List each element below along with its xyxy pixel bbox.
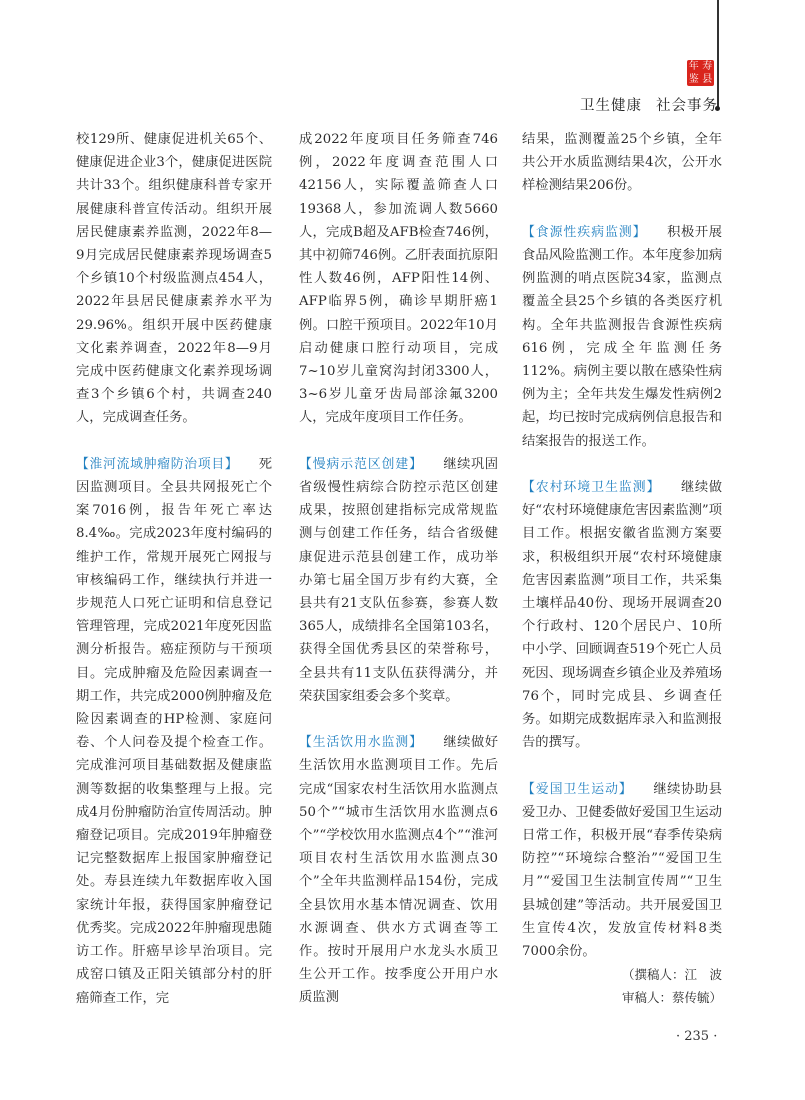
running-header-left: 卫生健康	[580, 98, 642, 114]
seal-char: 年	[688, 61, 699, 72]
section-body: 继续做好生活饮用水监测项目工作。先后完成“国家农村生活饮用水监测点50个”“城市生活饮用水监测点6个”“学校饮用水监测点4个”“淮河项目农村生活饮用水监测点30个”全年共监测样品154份，完成全县饮用水基本情况调查、饮用水源调查、供水方式调查等工作。按时开展用户水龙头水质卫生公开工作。按季度公开用户水质监测	[299, 735, 499, 1006]
header-rule	[717, 0, 719, 109]
column-1	[76, 128, 272, 1010]
writer-credit: （撰稿人：江 波	[621, 967, 722, 983]
running-header	[580, 94, 718, 115]
reviewer-credit: 审稿人：蔡传毓）	[621, 990, 722, 1006]
paragraph: 成2022年度项目任务筛查746例，2022年度调查范围人口42156人，实际覆盖筛查人口19368人，参加流调人数5660人，完成B超及AFB检查746例，其中初筛746例。乙肝表面抗原阳性人数46例，AFP阳性14例、AFP临界5例，确诊早期肝癌1例。口腔干预项目。2022年10月启动健康口腔行动项目，完成7~10岁儿童窝沟封闭3300人，3~6岁儿童牙齿局部涂氟3200人，完成年度项目工作任务。	[299, 132, 498, 426]
section-tag: 【爱国卫生运动】	[522, 781, 633, 797]
section-tag: 【生活饮用水监测】	[299, 735, 423, 751]
section-paragraph	[522, 476, 722, 754]
section-body: 继续巩固省级慢性病综合防控示范区创建成果，按照创建指标完成常规监测与创建工作任务，结合省级健康促进示范县创建工作，成功举办第七届全国万步有约大赛，全县共有21支队伍参赛，参赛人数365人，成绩排名全国第103名，获得全国优秀县区的荣誉称号，全县共有11支队伍获得满分，并荣获国家组委会多个奖章。	[299, 456, 499, 704]
paragraph: 校129所、健康促进机关65个、健康促进企业3个，健康促进医院共计33个。组织健康科普专家开展健康科普宣传活动。组织开展居民健康素养监测，2022年8—9月完成居民健康素养现场调查5个乡镇10个村级监测点454人，2022年县居民健康素养水平为29.96%。组织开展中医药健康文化素养调查，2022年8—9月完成中医药健康文化素养现场调查3个乡镇6个村，共调查240人，完成调查任务。	[76, 132, 272, 426]
section-tag: 【淮河流域肿瘤防治项目】	[76, 456, 239, 472]
section-paragraph	[299, 731, 498, 1009]
column-2	[299, 128, 498, 1010]
section-paragraph	[522, 221, 722, 453]
section-tag: 【农村环境卫生监测】	[522, 480, 661, 496]
seal-char: 县	[702, 73, 713, 85]
column-3	[522, 128, 722, 1009]
seal-char: 鉴	[688, 73, 699, 85]
running-header-right: 社会事务	[656, 98, 718, 114]
section-tag: 【慢病示范区创建】	[299, 456, 423, 472]
section-paragraph	[522, 778, 722, 964]
section-paragraph	[76, 453, 272, 1010]
paragraph: 结果，监测覆盖25个乡镇，全年共公开水质监测结果4次，公开水样检测结果206份。	[522, 132, 722, 194]
section-body: 死因监测项目。全县共网报死亡个案7016例，报告年死亡率达8.4‰。完成2023年度村编码的维护工作，常规开展死亡网报与审核编码工作，继续执行并进一步规范人口死亡证明和信息登记管理管理，完成2021年度死因监测分析报告。癌症预防与干预项目。完成肿瘤及危险因素调查一期工作，共完成2000例肿瘤及危险因素调查的HP检测、家庭问卷、个人问卷及提个检查工作。完成淮河项目基础数据及健康监测等数据的收集整理与上报。完成4月份肿瘤防治宣传周活动。肿瘤登记项目。完成2019年肿瘤登记完整数据库上报国家肿瘤登记处。寿县连续九年数据库收入国家统计年报，获得国家肿瘤登记优秀奖。完成2022年肿瘤现患随访工作。肝癌早诊早治项目。完成窑口镇及正阳关镇部分村的肝癌筛查工作，完	[76, 456, 273, 1006]
yearbook-seal-logo	[687, 60, 714, 86]
section-paragraph	[299, 453, 498, 708]
section-tag: 【食源性疾病监测】	[522, 224, 647, 240]
seal-char: 寿	[702, 61, 713, 72]
section-body: 积极开展食品风险监测工作。本年度参加病例监测的哨点医院34家，监测点覆盖全县25个乡镇的各类医疗机构。全年共监测报告食源性疾病616例，完成全年监测任务112%。病例主要以散在感染性病例为主；全年共发生爆发性病例2起，均已按时完成病例信息报告和结案报告的报送工作。	[522, 224, 723, 449]
section-body: 继续做好“农村环境健康危害因素监测”项目工作。根据安徽省监测方案要求，积极组织开展“农村环境健康危害因素监测”项目工作，共采集土壤样品40份、现场开展调查20个行政村、120个居民户、10所中小学、回顾调查519个死亡人员死因、现场调查乡镇企业及养殖场76个，同时完成县、乡调查任务。如期完成数据库录入和监测报告的撰写。	[522, 480, 723, 751]
section-body: 继续协助县爱卫办、卫健委做好爱国卫生运动日常工作，积极开展“春季传染病防控”“环境综合整治”“爱国卫生月”“爱国卫生法制宣传周”“卫生县城创建”等活动。共开展爱国卫生宣传4次，发放宣传材料8类7000余份。	[522, 781, 723, 960]
page-number: · 235 ·	[676, 1029, 718, 1044]
